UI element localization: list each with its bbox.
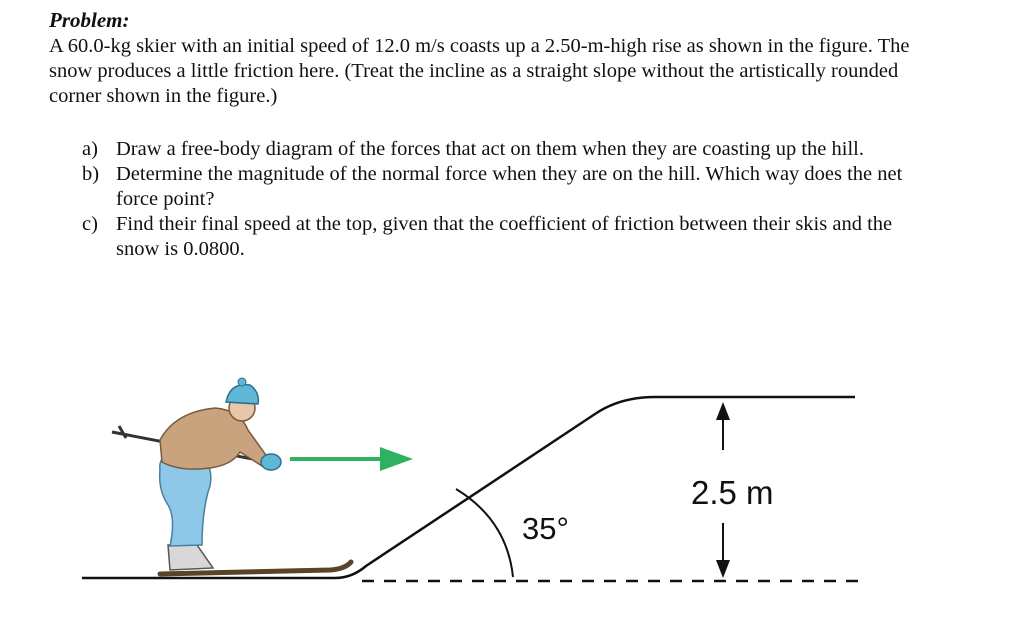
problem-heading: Problem: xyxy=(49,8,130,32)
part-text: Determine the magnitude of the normal force when they are on the hill. Which way does the net force point? xyxy=(116,163,903,210)
part-text: Find their final speed at the top, given that the coefficient of friction between their skis and the snow is 0.0800. xyxy=(116,213,893,260)
skier-hat xyxy=(226,385,258,404)
skier-glove xyxy=(261,454,281,470)
angle-arc xyxy=(456,489,513,577)
velocity-arrow xyxy=(290,447,413,471)
skier-illustration xyxy=(112,378,351,574)
up-arrowhead xyxy=(716,402,730,420)
down-arrowhead xyxy=(716,560,730,578)
part-letter: c) xyxy=(82,213,98,235)
angle-label: 35° xyxy=(522,511,569,546)
part-text: Draw a free-body diagram of the forces that act on them when they are coasting up the hill. xyxy=(116,138,864,160)
height-label: 2.5 m xyxy=(691,474,774,511)
part-letter: a) xyxy=(82,138,98,160)
part-letter: b) xyxy=(82,163,100,185)
problem-intro: A 60.0-kg skier with an initial speed of 12.0 m/s coasts up a 2.50-m-high rise as shown in the figure. The snow produces a little friction here. (Treat the incline as a straight slope without the artistically rounded corner shown in the figure.) xyxy=(49,35,910,107)
ski-boots xyxy=(168,545,213,570)
